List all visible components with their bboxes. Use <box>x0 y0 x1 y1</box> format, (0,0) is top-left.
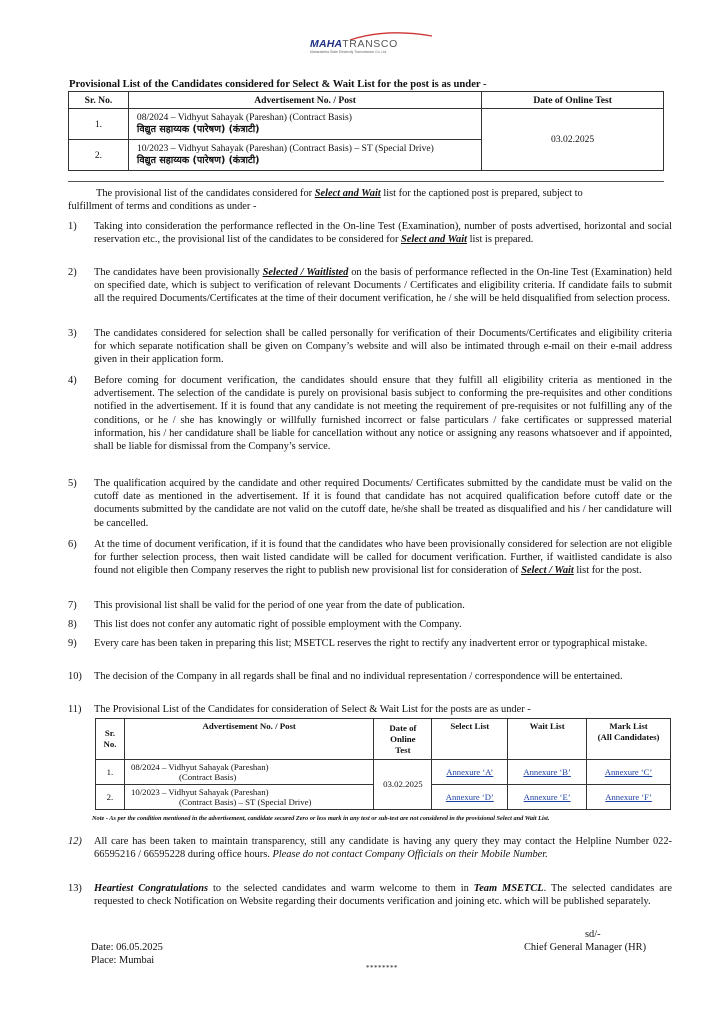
header-wait-list: Wait List <box>508 719 587 760</box>
item-number: 13) <box>68 883 82 894</box>
annexure-a-link[interactable]: Annexure ‘A’ <box>446 766 494 777</box>
item-text <box>94 835 672 861</box>
row-select-cell <box>432 760 508 785</box>
header-mark-list <box>587 719 671 760</box>
mahatransco-logo <box>310 36 426 56</box>
item-emphasis: Select / Wait <box>521 565 574 577</box>
header-advertisement: Advertisement No. / Post <box>124 719 373 760</box>
item-text-part: Taking into consideration the performance reflected in the On-line Test (Examination), number of posts advertised, horizontal and social reservation etc., the provisional list of the candidates to be considered for <box>94 221 672 246</box>
header-select-list: Select List <box>432 719 508 760</box>
row-adv-text: 08/2024 – Vidhyut Sahayak (Pareshan) (Contract Basis) <box>136 112 352 123</box>
item-number: 1) <box>68 221 77 232</box>
item-number: 10) <box>68 671 82 682</box>
divider <box>68 181 664 182</box>
item-emphasis: Select and Wait <box>401 234 468 246</box>
row-sr: 2. <box>96 785 125 810</box>
table-header-row <box>96 719 671 760</box>
item-number: 7) <box>68 600 77 611</box>
item-text: The qualification acquired by the candidate and other required Documents/ Certificates submitted by the candidate must be valid on the cutoff date as mentioned in the advertisement. If it is found that candidate has not acquired qualification before cutoff date or the documents submitted by the candidate are not valid on the cutoff date, he/she shall be treated as disqualified and his / her candidature will be cancelled. <box>94 478 672 529</box>
post-table <box>68 91 664 171</box>
item-number: 12) <box>68 836 82 847</box>
row-mark-cell <box>587 760 671 785</box>
item-text-part: list for the post. <box>573 565 642 577</box>
row-adv-line2: (Contract Basis) – ST (Special Drive) <box>178 797 312 807</box>
annexure-e-link[interactable]: Annexure ‘E’ <box>523 791 571 802</box>
item-text: Every care has been taken in preparing this list; MSETCL reserves the right to rectify any inadvertent error or typographical mistake. <box>94 638 648 649</box>
row-sr: 2. <box>69 140 129 171</box>
header-sr-no <box>96 719 125 760</box>
header-date <box>374 719 432 760</box>
item-number: 8) <box>68 619 77 630</box>
item-text <box>94 266 672 306</box>
item-emphasis: Selected / Waitlisted <box>262 267 349 278</box>
row-advertisement <box>124 785 373 810</box>
item-text: Before coming for document verification, the candidates should ensure that they fulfill all eligibility criteria as mentioned in the advertisement. The selection of the candidate is purely on provisional basis subject to conforming the pre-requisites and other conditions notified in the advertisement. If it is found that any candidate is not meeting the requirement of pre-requisites or not fulfilling any of the conditions, or he / she has knowingly or willfully furnished incorrect or false particulars / fake certificates or suppressed material information, his / her candidature shall be liable for cancellation without any notice or assigning any reasons whatsoever and if appointed, shall be liable for dismissal from the Company’s service. <box>94 375 672 453</box>
header-sr-no: Sr. No. <box>69 92 129 109</box>
row-adv-hindi: विद्युत सहाय्यक (पारेषण) (कंत्राटी) <box>136 155 260 166</box>
row-wait-cell <box>508 760 587 785</box>
table-note: Note - As per the condition mentioned in the advertisement, candidate secured Zero or less mark in any test or sub-test are not considered in the provisional Select and Wait List. <box>92 815 550 822</box>
row-advertisement <box>124 760 373 785</box>
signature-designation: Chief General Manager (HR) <box>524 942 647 953</box>
item-text <box>94 538 672 578</box>
annexure-f-link[interactable]: Annexure ‘F’ <box>605 791 652 802</box>
row-mark-cell <box>587 785 671 810</box>
annexure-d-link[interactable]: Annexure ‘D’ <box>445 791 494 802</box>
header-date: Date of Online Test <box>482 92 664 109</box>
row-advertisement <box>128 140 481 171</box>
footer-date: Date: 06.05.2025 <box>91 942 163 953</box>
row-adv-line2: (Contract Basis) <box>178 772 237 782</box>
item-number: 5) <box>68 478 77 489</box>
annexure-b-link[interactable]: Annexure ‘B’ <box>523 766 571 777</box>
row-wait-cell <box>508 785 587 810</box>
intro-continuation: fulfillment of terms and conditions as under - <box>68 201 257 212</box>
row-date: 03.02.2025 <box>374 760 432 810</box>
item-text <box>94 220 672 246</box>
item-emphasis: Heartiest Congratulations <box>94 883 209 894</box>
logo-maha: MAHA <box>310 38 343 50</box>
header-mark-line1: Mark List <box>609 721 648 731</box>
signature-sd: sd/- <box>585 929 601 940</box>
logo-transco: TRANSCO <box>342 38 398 50</box>
item-number: 6) <box>68 539 77 550</box>
item-text: This provisional list shall be valid for the period of one year from the date of publication. <box>94 600 465 611</box>
row-adv-hindi: विद्युत सहाय्यक (पारेषण) (कंत्राटी) <box>136 124 260 135</box>
header-advertisement: Advertisement No. / Post <box>128 92 481 109</box>
intro-emphasis: Select and Wait <box>314 188 381 199</box>
item-number: 3) <box>68 328 77 339</box>
item-text-part: The candidates have been provisionally <box>94 267 263 278</box>
intro-text-end: list for the captioned post is prepared, subject to <box>380 188 583 199</box>
item-emphasis: Team MSETCL <box>473 883 544 894</box>
select-wait-list-table <box>95 718 671 810</box>
header-date-line2: Online <box>390 733 416 744</box>
footer-stars: ******** <box>366 964 398 972</box>
page-title: Provisional List of the Candidates considered for Select & Wait List for the post is as under - <box>69 79 487 90</box>
item-number: 2) <box>68 267 77 278</box>
row-adv-line1: 10/2023 – Vidhyut Sahayak (Pareshan) <box>130 786 269 797</box>
row-advertisement <box>128 109 481 140</box>
header-date-line1: Date of <box>389 722 417 733</box>
header-sr-line1: Sr. <box>104 728 116 738</box>
row-sr: 1. <box>69 109 129 140</box>
header-mark-line2: (All Candidates) <box>597 732 660 742</box>
item-number: 4) <box>68 375 77 386</box>
item-text: The Provisional List of the Candidates for consideration of Select & Wait List for the posts are as under - <box>94 704 531 715</box>
footer-place: Place: Mumbai <box>91 955 155 966</box>
intro-paragraph <box>96 187 668 200</box>
row-date: 03.02.2025 <box>482 109 664 171</box>
item-text-part: to the selected candidates and warm welcome to them in <box>208 883 474 894</box>
annexure-c-link[interactable]: Annexure ‘C’ <box>604 766 653 777</box>
item-text: The candidates considered for selection shall be called personally for verification of their Documents/Certificates and eligibility criteria for which separate notification shall be given on Company’s website and will also be intimated through e-mail on their e-mail address given in their application form. <box>94 328 672 366</box>
item-text: This list does not confer any automatic right of possible employment with the Company. <box>94 619 462 630</box>
item-text <box>94 882 672 908</box>
item-text-part: on the basis of performance reflected in the On-line Test (Examination) held on specified date, which is subject to verification of relevant Documents / Certificates and eligibility criteria. If candidate fails to submit all the required Documents/Certificates at the time of their document verification, he / she will be held disqualified from selection process. <box>94 267 672 305</box>
table-header-row <box>69 92 664 109</box>
header-sr-line2: No. <box>103 739 117 749</box>
item-number: 11) <box>68 704 82 715</box>
header-date-line3: Test <box>395 744 411 755</box>
row-select-cell <box>432 785 508 810</box>
intro-text: The provisional list of the candidates considered for <box>96 188 315 199</box>
item-text-part: All care has been taken to maintain transparency, still any candidate is having any query they may contact the Helpline Number 022-66595216 / 66595228 during office hours. <box>94 836 672 861</box>
row-sr: 1. <box>96 760 125 785</box>
item-italic: Please do not contact Company Officials on their Mobile Number. <box>272 849 548 861</box>
table-row <box>69 109 664 140</box>
item-number: 9) <box>68 638 77 649</box>
row-adv-text: 10/2023 – Vidhyut Sahayak (Pareshan) (Contract Basis) – ST (Special Drive) <box>136 143 434 154</box>
item-text: The decision of the Company in all regards shall be final and no individual representation / correspondence will be entertained. <box>94 671 623 682</box>
item-text-part: list is prepared. <box>467 234 534 246</box>
logo-tagline: Maharashtra State Electricity Transmission Co. Ltd. <box>310 50 388 54</box>
item-text-part: . The selected candidates are requested to check Notification on Website regarding their documents verification and joining etc. which will be published separately. <box>94 883 672 908</box>
table-row <box>96 760 671 785</box>
row-adv-line1: 08/2024 – Vidhyut Sahayak (Pareshan) <box>130 761 269 772</box>
item-text-part: At the time of document verification, if it is found that the candidates who have been provisionally considered for selection are not eligible for further selection process, then wait listed candidate will be called for document verification. Further, if waitlisted candidate is also found not eligible then Company reserves the right to publish new provisional list for consideration of <box>94 539 672 577</box>
